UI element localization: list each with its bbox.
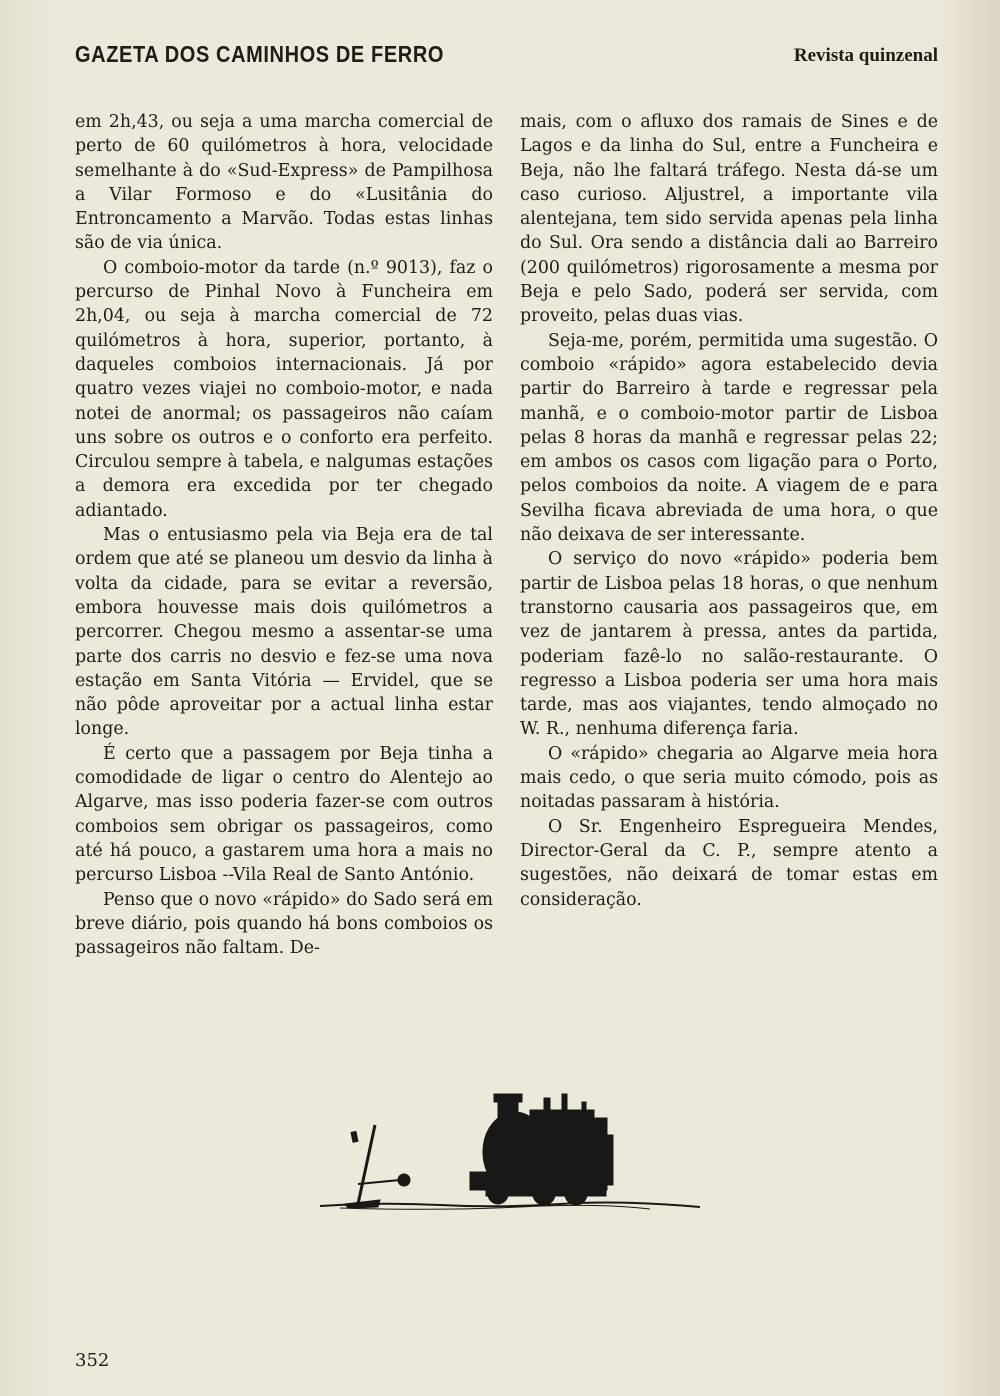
paragraph: em 2h,43, ou seja a uma marcha comercial de perto de 60 quilómetros à hora, velocidade semelhante à do «Sud-Express» de Pampilhosa a Vilar Formoso e do «Lusitânia do Entroncamento a Marvão. Todas estas linhas são de via única.	[75, 112, 493, 254]
paragraph: Mas o entusiasmo pela via Beja era de tal ordem que até se planeou um desvio da linha à volta da cidade, para se evitar a reversão, embora houvesse mais dois quilómetros a percorrer. Chegou mesmo a assentar-se uma parte dos carris no desvio e fez-se uma nova estação em Santa Vitória — Ervidel, que se não pôde aproveitar por a actual linha estar longe.	[75, 525, 493, 740]
paragraph: Seja-me, porém, permitida uma sugestão. O comboio «rápido» agora estabelecido devia partir do Barreiro à tarde e regressar pela manhã, e o comboio-motor partir de Lisboa pelas 8 horas da manhã e regressar pelas 22; em ambos os casos com ligação para o Porto, pelos comboios da noite. A viagem de e para Sevilha ficava abreviada de uma hora, o que não deixava de ser interessante.	[520, 330, 938, 546]
page-header	[75, 44, 938, 67]
journal-subtitle: Revista quinzenal	[793, 45, 938, 66]
paragraph: mais, com o afluxo dos ramais de Sines e de Lagos e da linha do Sul, entre a Funcheira e Beja, não lhe faltará tráfego. Nesta dá-se um caso curioso. Aljustrel, a importante vila alentejana, tem sido servida apenas pela linha do Sul. Ora sendo a distância dali ao Barreiro (200 quilómetros) rigorosamente a mesma por Beja e pelo Sado, poderá ser servida, com proveito, pelas duas vias.	[520, 112, 938, 327]
right-column	[520, 110, 938, 912]
paragraph: O serviço do novo «rápido» poderia bem partir de Lisboa pelas 18 horas, o que nenhum transtorno causaria aos passageiros que, em vez de jantarem à pressa, antes da partida, poderiam fazê-lo no salão-restaurante. O regresso a Lisboa poderia ser uma hora mais tarde, mas aos viajantes, tendo almoçado no W. R., nenhuma diferença faria.	[520, 549, 938, 740]
paragraph: O «rápido» chegaria ao Algarve meia hora mais cedo, o que seria muito cómodo, pois as noitadas passaram à história.	[520, 743, 938, 813]
left-column	[75, 110, 493, 960]
journal-title: GAZETA DOS CAMINHOS DE FERRO	[75, 42, 445, 68]
paragraph: O Sr. Engenheiro Espregueira Mendes, Director-Geral da C. P., sempre atento a sugestões, não deixará de tomar estas em consideração.	[520, 816, 938, 910]
paragraph: É certo que a passagem por Beja tinha a comodidade de ligar o centro do Alentejo ao Algarve, mas isso poderia fazer-se com outros comboios sem obrigar os passageiros, como até há pouco, a gastarem uma hora a mais no percurso Lisboa --Vila Real de Santo António.	[75, 743, 493, 886]
paragraph: Penso que o novo «rápido» do Sado será em breve diário, pois quando há bons comboios os passageiros não faltam. De-	[75, 889, 493, 959]
page-number: 352	[75, 1350, 110, 1371]
paragraph: O comboio-motor da tarde (n.º 9013), faz o percurso de Pinhal Novo à Funcheira em 2h,04, ou seja à marcha comercial de 72 quilómetros à hora, superior, portanto, à daqueles comboios internacionais. Já por quatro vezes viajei no comboio-motor, e nada notei de anormal; os passageiros não caíam uns sobre os outros e o conforto era perfeito. Circulou sempre à tabela, e nalgumas estações a demora era excedida por ter chegado adiantado.	[75, 257, 493, 521]
locomotive-silhouette-illustration	[320, 1080, 700, 1220]
article-columns	[75, 110, 945, 990]
